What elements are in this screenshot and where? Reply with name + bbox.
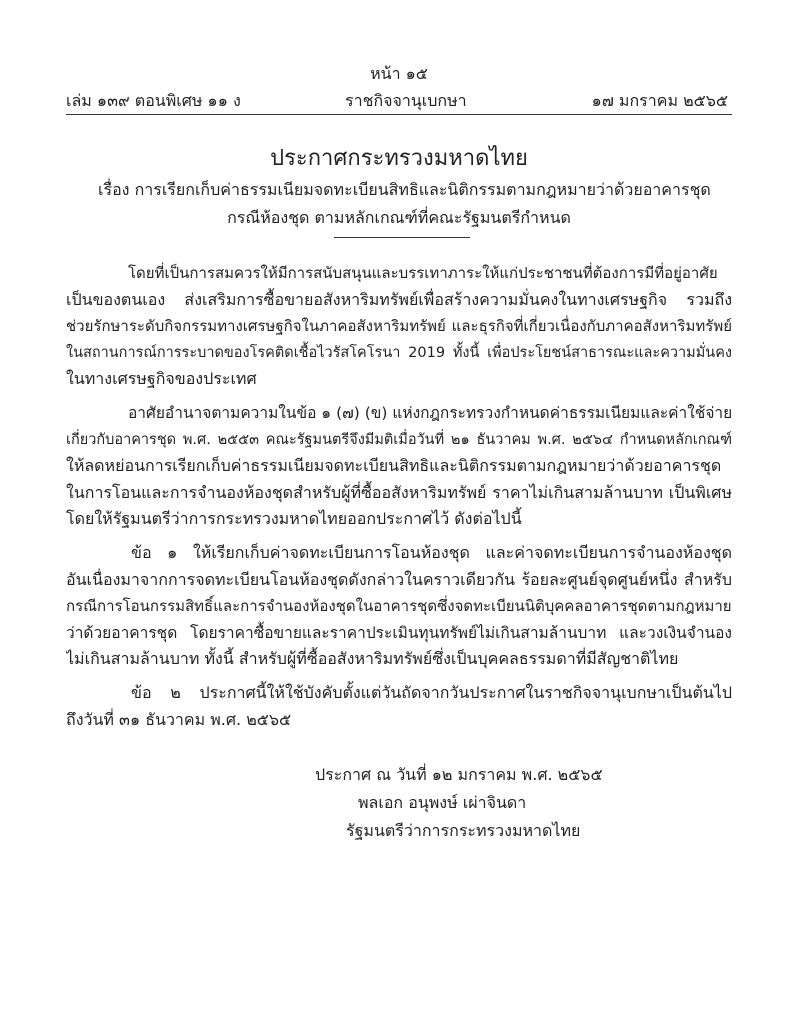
header-rule — [66, 114, 732, 115]
text-line: กรณีการโอนกรรมสิทธิ์และการจำนองห้องชุดในอาคารชุดซึ่งจดทะเบียนนิติบุคคลอาคารชุดตามกฎหมาย — [66, 597, 732, 615]
text-line: ข้อ ๑ ให้เรียกเก็บค่าจดทะเบียนการโอนห้องชุด และค่าจดทะเบียนการจำนองห้องชุด — [131, 543, 732, 562]
text-line: ถึงวันที่ ๓๑ ธันวาคม พ.ศ. ๒๕๖๕ — [66, 709, 292, 729]
paragraph-clause-1 — [66, 540, 732, 673]
text-line: อาศัยอำนาจตามความในข้อ ๑ (๗) (ข) แห่งกฎกระทรวงกำหนดค่าธรรมเนียมและค่าใช้จ่าย — [128, 404, 732, 422]
title-divider — [334, 237, 470, 238]
text-line: เกี่ยวกับอาคารชุด พ.ศ. ๒๕๕๓ คณะรัฐมนตรีจึงมีมติเมื่อวันที่ ๒๑ ธันวาคม พ.ศ. ๒๕๖๔ กำหนดหลักเกณฑ์ — [66, 431, 732, 448]
subject-line-2: กรณีห้องชุด ตามหลักเกณฑ์ที่คณะรัฐมนตรีกำหนด — [227, 208, 571, 227]
gazette-volume-issue: เล่ม ๑๓๙ ตอนพิเศษ ๑๑ ง — [66, 91, 241, 110]
text-line: โดยให้รัฐมนตรีว่าการกระทรวงมหาดไทยออกประกาศไว้ ดังต่อไปนี้ — [66, 509, 522, 528]
gazette-name: ราชกิจจานุเบกษา — [345, 91, 467, 110]
text-line: ให้ลดหย่อนการเรียกเก็บค่าธรรมเนียมจดทะเบียนสิทธิและนิติกรรมตามกฎหมายว่าด้วยอาคารชุด — [66, 456, 722, 475]
text-line: ช่วยรักษาระดับกิจกรรมทางเศรษฐกิจในภาคอสังหาริมทรัพย์ และธุรกิจที่เกี่ยวเนื่องกับภาคอสังหาริมทรัพย์ — [66, 317, 732, 335]
paragraph-preamble — [66, 260, 732, 393]
text-line: เป็นของตนเอง ส่งเสริมการซื้อขายอสังหาริมทรัพย์เพื่อสร้างความมั่นคงในทางเศรษฐกิจ รวมถึง — [66, 289, 732, 309]
subject-line-1: เรื่อง การเรียกเก็บค่าธรรมเนียมจดทะเบียนสิทธิและนิติกรรมตามกฎหมายว่าด้วยอาคารชุด — [98, 180, 711, 199]
page-number: หน้า ๑๕ — [370, 64, 428, 83]
gazette-date: ๑๗ มกราคม ๒๕๖๕ — [591, 91, 728, 110]
signatory-position: รัฐมนตรีว่าการกระทรวงมหาดไทย — [346, 821, 581, 840]
text-line: ในทางเศรษฐกิจของประเทศ — [66, 369, 257, 388]
text-line: ในสถานการณ์การระบาดของโรคติดเชื้อไวรัสโคโรนา 2019 ทั้งนี้ เพื่อประโยชน์สาธารณะและความมั่นคง — [66, 344, 732, 361]
paragraph-clause-2 — [66, 680, 732, 733]
text-line: ข้อ ๒ ประกาศนี้ให้ใช้บังคับตั้งแต่วันถัดจากวันประกาศในราชกิจจานุเบกษาเป็นต้นไป — [131, 683, 732, 702]
text-line: ไม่เกินสามล้านบาท ทั้งนี้ สำหรับผู้ที่ซื้ออสังหาริมทรัพย์ซึ่งเป็นบุคคลธรรมดาที่มีสัญชาติไทย — [66, 649, 679, 668]
text-line: ในการโอนและการจำนองห้องชุดสำหรับผู้ที่ซื้ออสังหาริมทรัพย์ ราคาไม่เกินสามล้านบาท เป็นพิเศษ — [66, 482, 732, 502]
text-line: อันเนื่องมาจากการจดทะเบียนโอนห้องชุดดังกล่าวในคราวเดียวกัน ร้อยละศูนย์จุดศูนย์หนึ่ง สำหรับ — [66, 569, 732, 589]
text-line: โดยที่เป็นการสมควรให้มีการสนับสนุนและบรรเทาภาระให้แก่ประชาชนที่ต้องการมีที่อยู่อาศัย — [128, 264, 718, 282]
text-line: ว่าด้วยอาคารชุด โดยราคาซื้อขายและราคาประเมินทุนทรัพย์ไม่เกินสามล้านบาท และวงเงินจำนอง — [66, 623, 732, 642]
signature-date: ประกาศ ณ วันที่ ๑๒ มกราคม พ.ศ. ๒๕๖๕ — [315, 765, 603, 784]
paragraph-authority — [66, 400, 732, 533]
signatory-name: พลเอก อนุพงษ์ เผ่าจินดา — [358, 793, 527, 812]
announcement-title: ประกาศกระทรวงมหาดไทย — [270, 146, 528, 171]
